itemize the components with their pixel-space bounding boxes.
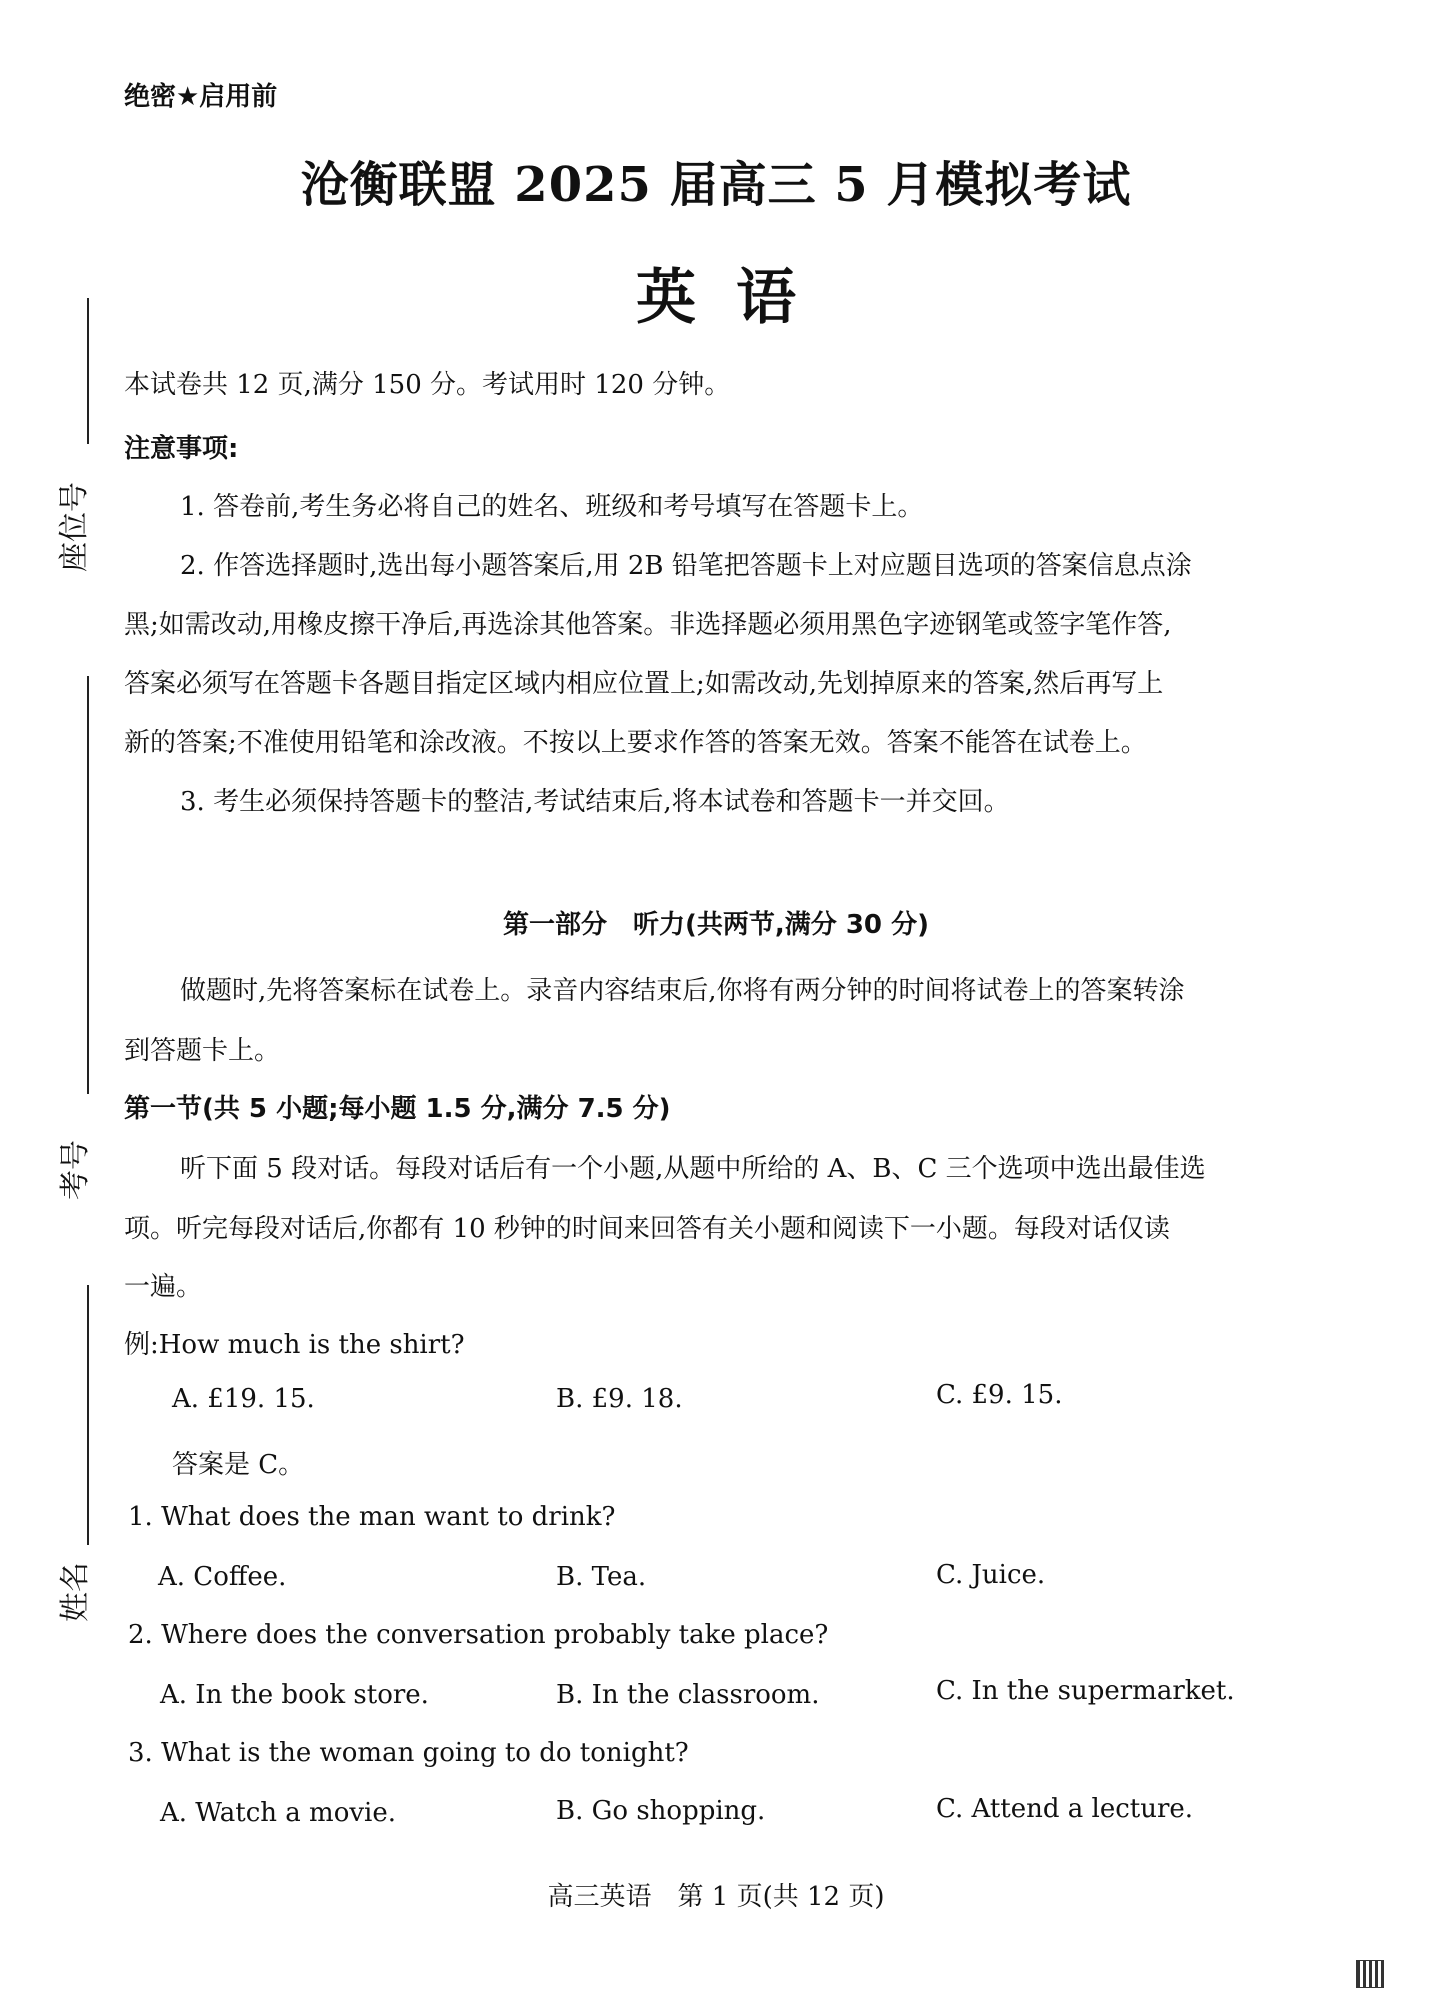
question-3-option-a: A. Watch a movie. <box>160 1798 397 1828</box>
notice-item-2-line-4: 新的答案;不准使用铅笔和涂改液。不按以上要求作答的答案无效。答案不能答在试卷上。 <box>124 728 1147 758</box>
section1-instruction-line-3: 一遍。 <box>124 1272 203 1302</box>
question-1-option-a: A. Coffee. <box>158 1562 287 1592</box>
notice-item-2-line-1: 2. 作答选择题时,选出每小题答案后,用 2B 铅笔把答题卡上对应题目选项的答案信息点涂 <box>180 551 1192 581</box>
question-2-option-c: C. In the supermarket. <box>936 1676 1235 1706</box>
question-2-option-b: B. In the classroom. <box>556 1680 820 1710</box>
question-2: 2. Where does the conversation probably take place? <box>128 1620 829 1650</box>
seat-number-label: 座位号 <box>57 482 92 572</box>
binding-line-middle <box>87 676 89 1094</box>
binding-line-lower <box>87 1285 89 1545</box>
notice-item-3: 3. 考生必须保持答题卡的整洁,考试结束后,将本试卷和答题卡一并交回。 <box>180 787 1010 817</box>
section1-instruction-line-1: 听下面 5 段对话。每段对话后有一个小题,从题中所给的 A、B、C 三个选项中选出最佳选 <box>180 1154 1206 1184</box>
example-answer: 答案是 C。 <box>172 1450 305 1480</box>
confidential-mark: 绝密★启用前 <box>124 82 278 112</box>
example-question: 例:How much is the shirt? <box>124 1330 465 1360</box>
notice-heading: 注意事项: <box>124 434 239 464</box>
question-1-option-c: C. Juice. <box>936 1560 1046 1590</box>
question-2-option-a: A. In the book store. <box>160 1680 429 1710</box>
section1-instruction-line-2: 项。听完每段对话后,你都有 10 秒钟的时间来回答有关小题和阅读下一小题。每段对话仅读 <box>124 1214 1170 1244</box>
question-3: 3. What is the woman going to do tonight? <box>128 1738 689 1768</box>
example-option-a: A. £19. 15. <box>172 1384 315 1414</box>
subject-title: 英语 <box>636 263 836 333</box>
question-3-option-b: B. Go shopping. <box>556 1796 766 1826</box>
page-footer: 高三英语 第 1 页(共 12 页) <box>547 1882 885 1912</box>
section1-heading: 第一节(共 5 小题;每小题 1.5 分,满分 7.5 分) <box>124 1094 671 1124</box>
name-label: 姓名 <box>58 1562 93 1622</box>
question-1: 1. What does the man want to drink? <box>128 1502 616 1532</box>
qr-code-icon <box>1356 1960 1384 1988</box>
exam-intro: 本试卷共 12 页,满分 150 分。考试用时 120 分钟。 <box>124 370 731 400</box>
part1-instruction-line-1: 做题时,先将答案标在试卷上。录音内容结束后,你将有两分钟的时间将试卷上的答案转涂 <box>180 976 1185 1006</box>
part1-heading: 第一部分 听力(共两节,满分 30 分) <box>503 910 929 940</box>
example-option-b: B. £9. 18. <box>556 1384 683 1414</box>
notice-item-2-line-2: 黑;如需改动,用橡皮擦干净后,再选涂其他答案。非选择题必须用黑色字迹钢笔或签字笔作答, <box>124 610 1172 640</box>
question-1-option-b: B. Tea. <box>556 1562 647 1592</box>
exam-title: 沧衡联盟 2025 届高三 5 月模拟考试 <box>300 157 1132 213</box>
notice-item-1: 1. 答卷前,考生务必将自己的姓名、班级和考号填写在答题卡上。 <box>180 492 924 522</box>
notice-item-2-line-3: 答案必须写在答题卡各题目指定区域内相应位置上;如需改动,先划掉原来的答案,然后再写上 <box>124 669 1164 699</box>
question-3-option-c: C. Attend a lecture. <box>936 1794 1194 1824</box>
part1-instruction-line-2: 到答题卡上。 <box>124 1036 281 1066</box>
exam-number-label: 考号 <box>58 1140 93 1200</box>
example-option-c: C. £9. 15. <box>936 1380 1063 1410</box>
